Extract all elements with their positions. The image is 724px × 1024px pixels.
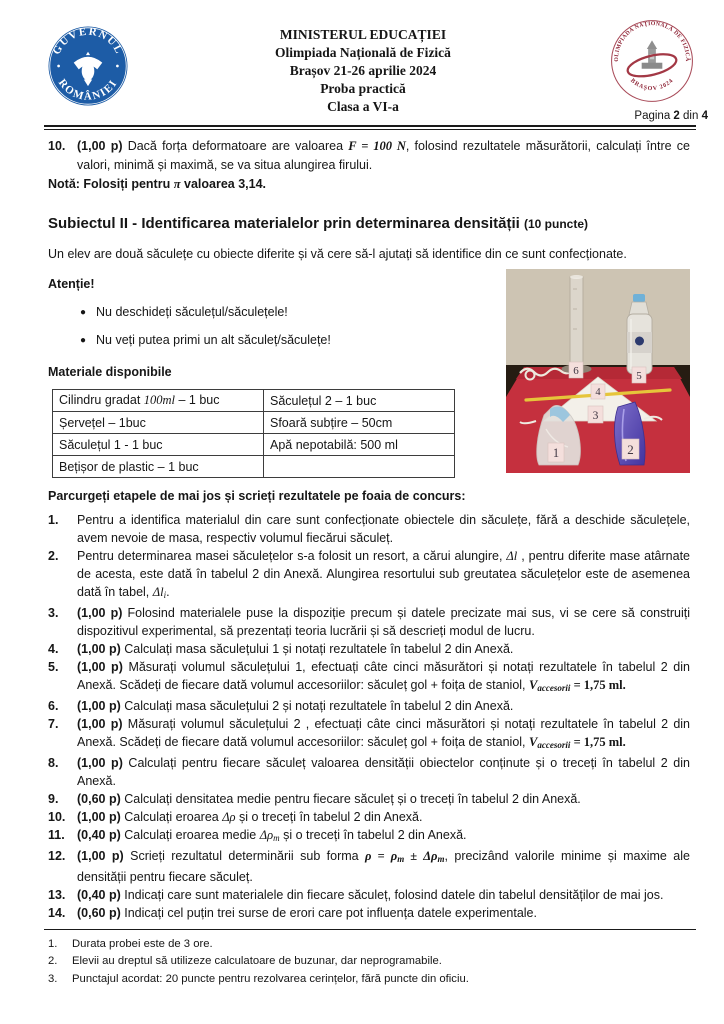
page-current: 2 (673, 110, 680, 122)
text-run: V (529, 677, 538, 692)
text-run: Notă: Folosiți pentru (48, 177, 174, 191)
step-text (77, 754, 690, 790)
step-number: 14. (48, 905, 66, 920)
header-title-line: MINISTERUL EDUCAȚIEI (279, 27, 447, 42)
page-label-separator: din (683, 110, 699, 122)
table-cell (53, 434, 264, 456)
text-run: și o treceți în tabelul 2 din Anexă. (279, 827, 467, 842)
text-run: Măsurați volumul săculețului 1, efectuați câte cinci măsurători și notați rezultatele în tabelul 2 din Anexă. Scădeți de fiecare dată volumul accesoriilor: săculeț gol + foița de staniol, (77, 659, 690, 692)
text-run: (1,00 p) (77, 716, 128, 731)
header-title-line: Olimpiada Națională de Fizică (275, 45, 451, 60)
text-run: Pentru determinarea masei săculețelor s-a folosit un resort, a cărui alungire, (77, 549, 507, 563)
table-row (53, 456, 455, 478)
text-run: Δl (506, 549, 518, 563)
text-run: (1,00 p) (77, 698, 125, 713)
step-number: 10. (48, 809, 66, 824)
photo-tag-4 (591, 384, 605, 399)
attention-text: Nu veți putea primi un alt săculeț/săculețe! (96, 333, 331, 347)
text-run: Calculați eroarea medie (124, 827, 260, 842)
text-run: m (437, 853, 445, 864)
text-run: = (570, 677, 584, 692)
attention-item (48, 331, 496, 350)
text-run: Șervețel – 1buc (59, 415, 146, 430)
photo-tag-2 (622, 439, 639, 459)
text-run: Cilindru gradat (59, 393, 144, 407)
steps-heading: Parcurgeți etapele de mai jos și scrieți rezultatele pe foaia de concurs: (48, 489, 466, 503)
text-run: Sfoară subțire – 50cm (270, 415, 393, 430)
materials-table (52, 389, 455, 478)
text-run: . (166, 585, 170, 599)
text-run: Bețișor de plastic – 1 buc (59, 459, 199, 474)
footnote-number: 1. (48, 937, 58, 950)
text-run: (0,60 p) (77, 905, 125, 920)
text-run: Calculați masa săculețului 1 și notați rezultatele în tabelul 2 din Anexă. (124, 641, 514, 656)
text-run: Apă nepotabilă: 500 ml (270, 437, 398, 452)
step-number: 9. (48, 791, 59, 806)
table-row (53, 390, 455, 412)
text-run: , folosind rezultatele măsurătorii, calculați între ce valori, minimă și maximă, se va situa alungirea firului. (77, 139, 690, 172)
step-text (77, 904, 690, 922)
table-cell (264, 412, 455, 434)
header-title-block (130, 18, 596, 116)
text-run: ρ = ρ (365, 848, 398, 863)
attention-heading: Atenție! (48, 277, 95, 291)
footnote-number: 3. (48, 972, 58, 985)
section-intro: Un elev are două săculețe cu obiecte diferite și vă cere să-l ajutați să identifice din ce sunt confecționate. (48, 247, 627, 261)
step-item (48, 547, 690, 604)
step-number: 1. (48, 513, 59, 527)
olympiad-logo-ring-text: OLIMPIADA NAȚIONALĂ DE FIZICĂ (614, 21, 690, 62)
step-text (77, 847, 690, 886)
attention-text: Nu deschideți săculețul/săculețele! (96, 305, 288, 319)
step-text (77, 547, 690, 604)
text-run: = (570, 734, 584, 749)
header-title-line: Brașov 21-26 aprilie 2024 (289, 63, 437, 78)
footnote-item (48, 971, 690, 989)
step-item (48, 826, 690, 847)
text-run: Săculețul 1 - 1 buc (59, 437, 163, 452)
step-item (48, 886, 690, 904)
text-run: Calculați eroarea (124, 809, 223, 824)
text-run: – 1 buc (175, 393, 220, 407)
materials-column (48, 269, 506, 478)
step-number: 2. (48, 549, 59, 563)
step-item (48, 808, 690, 826)
text-run: (0,40 p) (77, 887, 125, 902)
header-right-block (596, 18, 708, 122)
step-number: 13. (48, 887, 66, 902)
photo-label-cylinder: 6 (573, 365, 579, 377)
photo-label-stick: 4 (595, 387, 601, 398)
step-number: 5. (48, 659, 59, 674)
text-run: (1,00 p) (77, 809, 125, 824)
text-run: Calculați masa săculețului 2 și notați rezultatele în tabelul 2 din Anexă. (124, 698, 514, 713)
step-text (77, 658, 690, 697)
photo-tag-6 (569, 362, 583, 378)
footnote-text: Durata probei este de 3 ore. (72, 937, 213, 950)
text-run: accesorii (537, 739, 571, 750)
step-number: 3. (48, 605, 59, 620)
page-content (0, 130, 724, 922)
footnote-number: 2. (48, 955, 58, 968)
step-item (48, 604, 690, 640)
step-item (48, 790, 690, 808)
text-run: (1,00 p) (77, 659, 129, 674)
table-row (53, 412, 455, 434)
question-text (77, 137, 690, 175)
text-run: Măsurați volumul săculețului 2 , efectuați câte cinci măsurători și notați rezultatele în tabelul 2 din Anexă. Scădeți de fiecare dată volumul accesoriilor: săculeț gol + foița de staniol, (77, 716, 690, 749)
text-run: , pentru diferite mase atârnate de acesta, este dată în tabelul 2 din Anexă. Alungirea resortului sub greutatea săculețelor este de asemenea dată în tabel, (77, 549, 690, 599)
text-run: accesorii (537, 682, 571, 693)
step-number: 6. (48, 698, 59, 713)
section-points: (10 puncte) (523, 217, 588, 231)
step-text (77, 808, 690, 826)
text-run: Calculați pentru fiecare săculeț valoarea densității obiectelor conținute și o treceți în tabelul 2 din Anexă. (77, 755, 690, 788)
step-item (48, 640, 690, 658)
text-run: (1,00 p) (77, 139, 128, 153)
table-cell (53, 390, 264, 412)
footnote-item (48, 953, 690, 971)
text-run: Δρ (259, 827, 274, 842)
text-run: m (273, 832, 280, 843)
step-number: 7. (48, 716, 59, 731)
question-10 (48, 137, 690, 175)
text-run: 1,75 ml. (583, 677, 626, 692)
step-item (48, 511, 690, 547)
photo-tag-5 (632, 367, 646, 383)
photo-tag-3 (588, 406, 603, 423)
section-title-text: Subiectul II - Identificarea materialelor prin determinarea densității (48, 215, 520, 232)
step-text (77, 511, 690, 547)
gov-logo-bottom-text: ROMÂNIEI (55, 76, 121, 103)
footnote-list (48, 936, 690, 989)
photo-label-bottle: 5 (636, 370, 642, 382)
step-item (48, 658, 690, 697)
gov-logo-top-text: GUVERNUL (50, 25, 126, 57)
step-number: 4. (48, 641, 59, 656)
bullet-marker: ● (80, 335, 87, 346)
step-number: 8. (48, 755, 59, 770)
step-text (77, 826, 690, 847)
text-run: Dacă forța deformatoare are valoarea (127, 139, 349, 153)
step-text (77, 715, 690, 754)
text-run: (1,00 p) (77, 641, 125, 656)
text-run: ± Δρ (404, 848, 438, 863)
guvernul-romaniei-logo (46, 24, 130, 108)
text-run: F = 100 N (348, 139, 406, 153)
step-item (48, 754, 690, 790)
photo-label-bag1: 1 (552, 446, 560, 460)
table-cell (53, 456, 264, 478)
text-run: (0,60 p) (77, 791, 125, 806)
text-run: Calculați densitatea medie pentru fiecare săculeț și o treceți în tabelul 2 din Anexă. (124, 791, 581, 806)
photo-label-napkin: 3 (592, 410, 599, 422)
text-run: (1,00 p) (77, 848, 131, 863)
page-label-prefix: Pagina (634, 110, 671, 122)
text-run: 1,75 ml. (583, 734, 626, 749)
text-run: Δρ (222, 809, 236, 824)
step-text (77, 697, 690, 715)
page-number-label (634, 110, 708, 122)
footnote-text: Punctajul acordat: 20 puncte pentru rezolvarea cerințelor, fără puncte din oficiu. (72, 972, 469, 985)
text-run: i (163, 589, 167, 600)
table-row (53, 434, 455, 456)
text-run: și o treceți în tabelul 2 din Anexă. (235, 809, 423, 824)
text-run: Săculețul 2 – 1 buc (270, 393, 377, 408)
header-title-line: Proba practică (320, 81, 406, 96)
materials-and-photo (48, 269, 690, 478)
text-run: Indicați cel puțin trei surse de erori care pot influența datele experimentale. (124, 905, 537, 920)
text-run: Scrieți rezultatul determinării sub forma (130, 848, 366, 863)
page-footnotes (0, 930, 724, 989)
text-run: (1,00 p) (77, 605, 128, 620)
page-total: 4 (701, 110, 708, 122)
table-cell (53, 412, 264, 434)
text-run: valoarea 3,14. (180, 177, 266, 191)
table-cell (264, 434, 455, 456)
step-number: 12. (48, 848, 66, 863)
text-run: Indicați care sunt materialele din fiecare săculeț, folosind datele din tabelul densităților de mai jos. (124, 887, 664, 902)
step-text (77, 640, 690, 658)
question-note (48, 175, 690, 194)
olympiad-logo (609, 18, 695, 104)
materials-photo (506, 269, 690, 473)
photo-label-bag2: 2 (627, 442, 634, 457)
question-number: 10. (48, 139, 66, 153)
text-run: Pentru a identifica materialul din care sunt confecționate obiectele din săculețe, fără a deschide săculețele, avem nevoie de masa, respectiv volumul fiecărui săculeț. (77, 513, 690, 545)
bullet-marker: ● (80, 307, 87, 318)
step-item (48, 904, 690, 922)
materials-heading: Materiale disponibile (48, 365, 172, 379)
text-run: π (173, 177, 181, 191)
step-text (77, 790, 690, 808)
text-run: Δl (152, 585, 164, 599)
text-run: m (397, 853, 405, 864)
step-item (48, 697, 690, 715)
step-number: 11. (48, 827, 65, 842)
olympiad-logo-bottom-text: BRAȘOV 2024 (629, 77, 675, 93)
header-title-line: Clasa a VI-a (327, 99, 399, 114)
footnote-text: Elevii au dreptul să utilizeze calculatoare de buzunar, dar neprogramabile. (72, 955, 442, 968)
text-run: (0,40 p) (77, 827, 125, 842)
steps-list (48, 511, 690, 922)
text-run: Folosind materialele puse la dispoziție precum și datele precizate mai sus, vi se cere să construiți dispozitivul experimental, să prezentați teoria lucrării și să descrieți modul de lucru. (77, 605, 690, 638)
footnote-item (48, 936, 690, 954)
page-header (0, 0, 724, 122)
attention-list (48, 303, 496, 350)
table-cell (264, 456, 455, 478)
step-item (48, 847, 690, 886)
text-run: 100ml (143, 393, 176, 407)
text-run: , precizând valorile minime și maxime ale densității pentru fiecare săculeț. (77, 848, 690, 884)
text-run: (1,00 p) (77, 755, 129, 770)
step-text (77, 604, 690, 640)
step-text (77, 886, 690, 904)
step-item (48, 715, 690, 754)
table-cell (264, 390, 455, 412)
attention-item (48, 303, 496, 322)
section-heading (48, 214, 690, 234)
photo-tag-1 (548, 443, 564, 462)
text-run: V (529, 734, 538, 749)
